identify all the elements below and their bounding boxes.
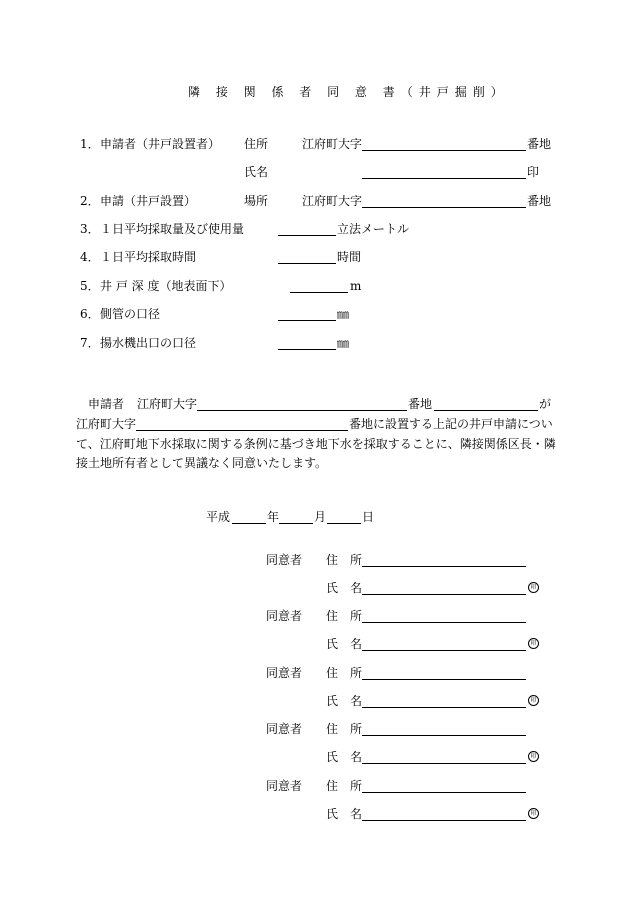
consenter-address-field[interactable] xyxy=(362,792,526,793)
seal-icon: 印 xyxy=(528,695,539,706)
document-title: 隣 接 関 係 者 同 意 書（井戸掘削） xyxy=(188,85,509,99)
item-5-label: 井 戸 深 度（地表面下） xyxy=(100,279,232,293)
item-1-prefix: 江府町大字 xyxy=(302,137,363,151)
item-1-sub-label: 住所 xyxy=(244,137,269,151)
consenter-name-field[interactable] xyxy=(362,594,526,595)
date-month-field[interactable] xyxy=(279,523,313,524)
consenter-name-field[interactable] xyxy=(362,707,526,708)
item-3-number: 3． xyxy=(80,222,100,236)
para-address-field[interactable] xyxy=(197,410,407,411)
consenter-address-label: 住 所 xyxy=(326,553,363,567)
item-1-suffix: 番地 xyxy=(527,137,552,151)
consenter-name-field[interactable] xyxy=(362,763,526,764)
consenter-name-field[interactable] xyxy=(362,820,526,821)
item-7-unit: ㎜ xyxy=(337,336,350,350)
seal-icon: 印 xyxy=(528,751,539,762)
item-4-label: １日平均採取時間 xyxy=(100,250,197,264)
consenter-name-field[interactable] xyxy=(362,650,526,651)
seal-icon: 印 xyxy=(528,808,539,819)
para-line-2-text: 番地に設置する上記の井戸申請につい xyxy=(349,417,553,431)
consenter-label: 同意者 xyxy=(266,553,303,567)
item-5-number: 5． xyxy=(80,279,100,293)
para-location-field[interactable] xyxy=(136,430,348,431)
item-2-label: 申請（井戸設置） xyxy=(100,194,197,208)
para-banchi-label: 番地 xyxy=(408,397,433,411)
date-year-label: 年 xyxy=(267,510,280,524)
consenter-address-field[interactable] xyxy=(362,622,526,623)
item-4-number: 4． xyxy=(80,250,100,264)
item-7-label: 揚水機出口の口径 xyxy=(100,336,197,350)
para-line-3-text: て、江府町地下水採取に関する条例に基づき地下水を採取することに、隣接関係区長・隣 xyxy=(76,437,556,451)
applicant-address-field[interactable] xyxy=(362,150,526,151)
item-1-label: 申請者（井戸設置者） xyxy=(100,137,221,151)
consenter-name-label: 氏 名 xyxy=(326,750,363,764)
date-day-label: 日 xyxy=(362,510,375,524)
seal-icon: 印 xyxy=(528,582,539,593)
consenter-label: 同意者 xyxy=(266,722,303,736)
consenter-address-label: 住 所 xyxy=(326,609,363,623)
para-applicant-name-field[interactable] xyxy=(434,410,538,411)
consenter-label: 同意者 xyxy=(266,666,303,680)
item-5-unit: m xyxy=(350,279,362,293)
well-location-field[interactable] xyxy=(362,207,526,208)
consenter-address-label: 住 所 xyxy=(326,779,363,793)
para-town-label: 江府町大字 xyxy=(137,397,198,411)
date-era-label: 平成 xyxy=(206,510,231,524)
consenter-name-label: 氏 名 xyxy=(326,581,363,595)
para-ga-label: が xyxy=(539,397,552,411)
item-3-unit: 立法メートル xyxy=(337,222,410,236)
item-2-prefix: 江府町大字 xyxy=(302,194,363,208)
item-6-number: 6． xyxy=(80,307,100,321)
consenter-address-label: 住 所 xyxy=(326,666,363,680)
para-town-label-2: 江府町大字 xyxy=(76,417,137,431)
daily-volume-field[interactable] xyxy=(278,235,336,236)
consenter-address-field[interactable] xyxy=(362,735,526,736)
consenter-name-label: 氏 名 xyxy=(326,807,363,821)
item-2-sub-label: 場所 xyxy=(244,194,269,208)
item-6-label: 側管の口径 xyxy=(100,307,161,321)
name-sub-label: 氏名 xyxy=(244,165,269,179)
consenter-name-label: 氏 名 xyxy=(326,694,363,708)
pipe-diameter-field[interactable] xyxy=(278,320,336,321)
daily-hours-field[interactable] xyxy=(278,263,336,264)
item-2-suffix: 番地 xyxy=(527,194,552,208)
item-7-number: 7． xyxy=(80,336,100,350)
date-month-label: 月 xyxy=(314,510,327,524)
applicant-name-field[interactable] xyxy=(362,178,526,179)
consenter-address-field[interactable] xyxy=(362,679,526,680)
date-year-field[interactable] xyxy=(232,523,266,524)
consenter-label: 同意者 xyxy=(266,609,303,623)
para-line-4-text: 接土地所有者として異議なく同意いたします。 xyxy=(76,456,328,470)
item-4-unit: 時間 xyxy=(337,250,362,264)
para-applicant-label: 申請者 xyxy=(88,397,125,411)
consenter-address-label: 住 所 xyxy=(326,722,363,736)
seal-icon: 印 xyxy=(528,638,539,649)
item-3-label: １日平均採取量及び使用量 xyxy=(100,222,245,236)
pump-outlet-diameter-field[interactable] xyxy=(278,349,336,350)
name-seal-label: 印 xyxy=(527,165,540,179)
item-1-number: 1． xyxy=(80,137,100,151)
item-2-number: 2． xyxy=(80,194,100,208)
date-day-field[interactable] xyxy=(327,523,361,524)
consenter-label: 同意者 xyxy=(266,779,303,793)
consenter-name-label: 氏 名 xyxy=(326,637,363,651)
consenter-address-field[interactable] xyxy=(362,566,526,567)
item-6-unit: ㎜ xyxy=(337,307,350,321)
well-depth-field[interactable] xyxy=(290,292,348,293)
